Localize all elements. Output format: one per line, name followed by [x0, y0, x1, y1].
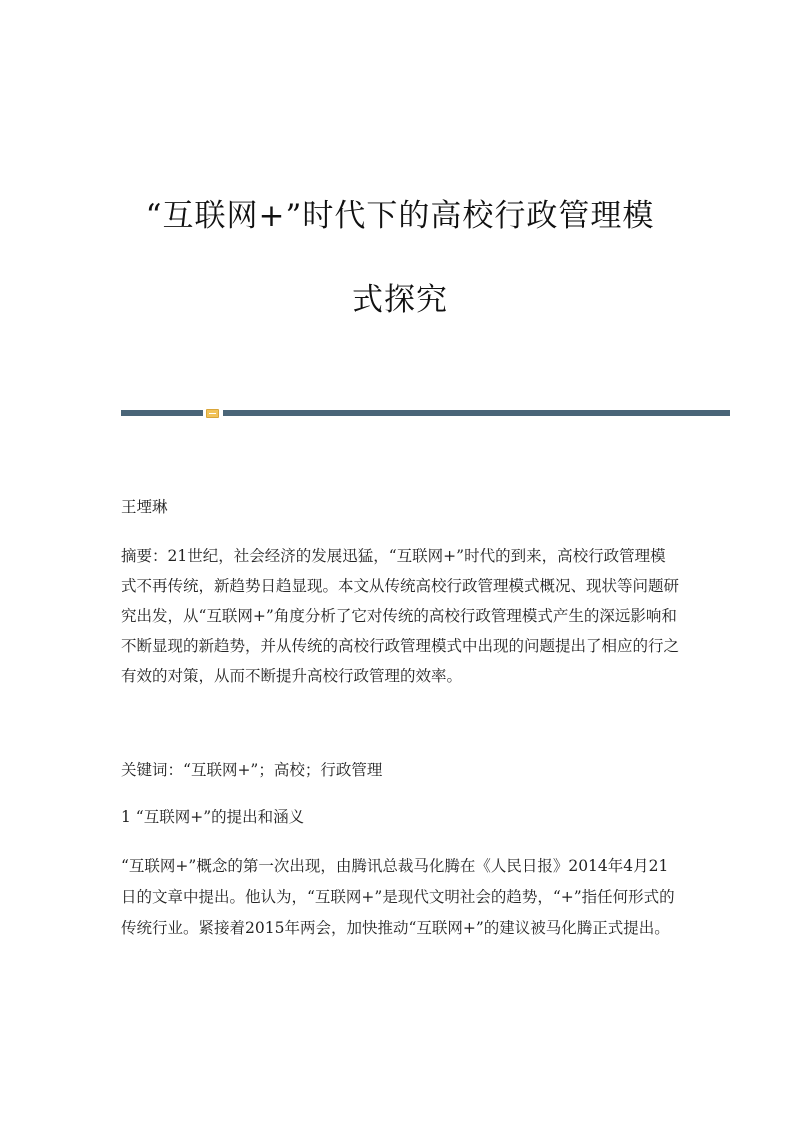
keywords-label: 关键词： — [121, 761, 184, 779]
title-divider — [121, 409, 730, 417]
abstract-text: 21世纪，社会经济的发展迅猛，“互联网+”时代的到来，高校行政管理模式不再传统，新趋势日趋显现。本文从传统高校行政管理模式概况、现状等问题研究出发，从“互联网+”角度分析了它对传统的高校行政管理模式产生的深远影响和不断显现的新趋势，并从传统的高校行政管理模式中出现的问题提出了相应的行之有效的对策，从而不断提升高校行政管理的效率。 — [121, 547, 680, 685]
keywords-text: “互联网+”；高校；行政管理 — [183, 761, 383, 779]
document-icon — [206, 409, 219, 418]
author-name: 王堙琳 — [121, 498, 168, 516]
abstract-label: 摘要： — [121, 547, 168, 565]
document-title-line-1: “互联网+”时代下的高校行政管理模 — [145, 198, 655, 234]
abstract-paragraph — [121, 541, 681, 691]
section-heading: 1 “互联网+”的提出和涵义 — [121, 808, 305, 826]
body-paragraph: “互联网+”概念的第一次出现，由腾讯总裁马化腾在《人民日报》2014年4月21日的文章中提出。他认为，“互联网+”是现代文明社会的趋势，“+”指任何形式的传统行业。紧接着2015年两会，加快推动“互联网+”的建议被马化腾正式提出。 — [121, 857, 675, 937]
keywords-line — [121, 757, 681, 783]
document-title-line-2: 式探究 — [352, 282, 448, 318]
divider-bar-right — [223, 410, 730, 416]
divider-bar-left — [121, 410, 203, 416]
